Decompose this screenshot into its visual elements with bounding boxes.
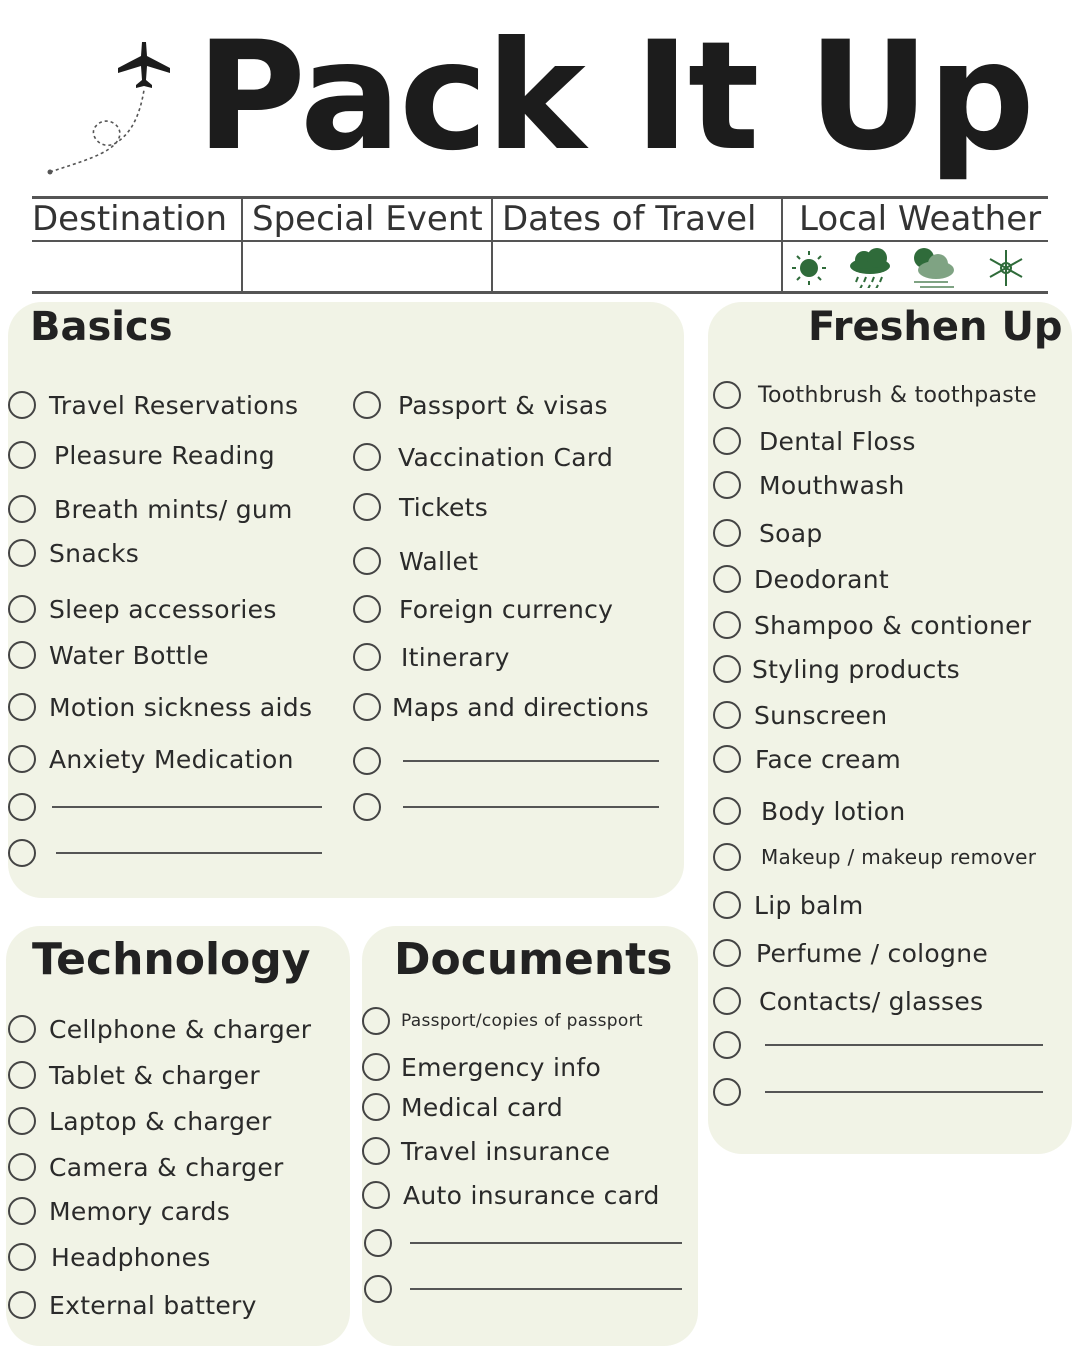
blank-line[interactable] bbox=[765, 1091, 1043, 1093]
checkbox[interactable] bbox=[713, 1031, 741, 1059]
checkbox[interactable] bbox=[713, 939, 741, 967]
checklist-item[interactable]: Tickets bbox=[353, 490, 488, 524]
checkbox[interactable] bbox=[8, 495, 36, 523]
checklist-item[interactable]: External battery bbox=[8, 1288, 257, 1322]
checkbox[interactable] bbox=[713, 745, 741, 773]
blank-item[interactable] bbox=[364, 1272, 682, 1306]
page-title: Pack It Up bbox=[196, 10, 1033, 184]
checkbox[interactable] bbox=[8, 441, 36, 469]
checkbox[interactable] bbox=[8, 793, 36, 821]
checklist-item[interactable]: Snacks bbox=[8, 536, 139, 570]
checklist-item[interactable]: Tablet & charger bbox=[8, 1058, 260, 1092]
checklist-item[interactable]: Shampoo & contioner bbox=[713, 608, 1031, 642]
checklist-item[interactable]: Sunscreen bbox=[713, 698, 887, 732]
checkbox[interactable] bbox=[353, 547, 381, 575]
checklist-item[interactable]: Body lotion bbox=[713, 794, 906, 828]
checkbox[interactable] bbox=[713, 843, 741, 871]
checkbox[interactable] bbox=[353, 693, 381, 721]
checklist-item[interactable]: Perfume / cologne bbox=[713, 936, 988, 970]
snowflake-icon bbox=[990, 250, 1022, 286]
checklist-item[interactable]: Anxiety Medication bbox=[8, 742, 294, 776]
checklist-item[interactable]: Sleep accessories bbox=[8, 592, 277, 626]
blank-item[interactable] bbox=[353, 790, 659, 824]
blank-line[interactable] bbox=[52, 806, 322, 808]
checklist-item[interactable]: Water Bottle bbox=[8, 638, 209, 672]
cloudy-wind-icon bbox=[914, 248, 954, 287]
checkbox[interactable] bbox=[362, 1181, 390, 1209]
checkbox[interactable] bbox=[8, 1015, 36, 1043]
checkbox[interactable] bbox=[713, 655, 741, 683]
local-weather-label: Local Weather bbox=[799, 199, 1042, 239]
checkbox[interactable] bbox=[364, 1275, 392, 1303]
checklist-item[interactable]: Motion sickness aids bbox=[8, 690, 312, 724]
blank-item[interactable] bbox=[364, 1226, 682, 1260]
checkbox[interactable] bbox=[713, 565, 741, 593]
checklist-item[interactable]: Travel insurance bbox=[362, 1134, 610, 1168]
checklist-item[interactable]: Headphones bbox=[8, 1240, 211, 1274]
checklist-item[interactable]: Travel Reservations bbox=[8, 388, 298, 422]
checklist-item[interactable]: Deodorant bbox=[713, 562, 889, 596]
checklist-item[interactable]: Vaccination Card bbox=[353, 440, 613, 474]
checkbox[interactable] bbox=[8, 1291, 36, 1319]
checklist-item[interactable]: Laptop & charger bbox=[8, 1104, 272, 1138]
checklist-item[interactable]: Face cream bbox=[713, 742, 901, 776]
checklist-item[interactable]: Passport & visas bbox=[353, 388, 608, 422]
checklist-item[interactable]: Mouthwash bbox=[713, 468, 905, 502]
checklist-item[interactable]: Medical card bbox=[362, 1090, 563, 1124]
sun-icon bbox=[792, 251, 826, 285]
checkbox[interactable] bbox=[713, 611, 741, 639]
checklist-item[interactable]: Cellphone & charger bbox=[8, 1012, 311, 1046]
checklist-item[interactable]: Soap bbox=[713, 516, 823, 550]
rain-cloud-icon bbox=[850, 248, 890, 288]
destination-label: Destination bbox=[32, 199, 228, 239]
checkbox[interactable] bbox=[8, 1107, 36, 1135]
checkbox[interactable] bbox=[362, 1007, 390, 1035]
blank-line[interactable] bbox=[403, 806, 659, 808]
checklist-item[interactable]: Styling products bbox=[713, 652, 960, 686]
checklist-item[interactable]: Toothbrush & toothpaste bbox=[713, 378, 1037, 412]
checklist-item[interactable]: Breath mints/ gum bbox=[8, 492, 293, 526]
blank-item[interactable] bbox=[8, 836, 322, 870]
checklist-item[interactable]: Makeup / makeup remover bbox=[713, 840, 1036, 874]
checkbox[interactable] bbox=[8, 1153, 36, 1181]
blank-item[interactable] bbox=[713, 1028, 1043, 1062]
blank-line[interactable] bbox=[403, 760, 659, 762]
checkbox[interactable] bbox=[362, 1053, 390, 1081]
checklist-item[interactable]: Wallet bbox=[353, 544, 478, 578]
basics-heading: Basics bbox=[30, 304, 173, 350]
checklist-item[interactable]: Maps and directions bbox=[353, 690, 649, 724]
blank-item[interactable] bbox=[353, 744, 659, 778]
checkbox[interactable] bbox=[353, 595, 381, 623]
checklist-item[interactable]: Dental Floss bbox=[713, 424, 916, 458]
checkbox[interactable] bbox=[8, 1061, 36, 1089]
checklist-item[interactable]: Foreign currency bbox=[353, 592, 613, 626]
checkbox[interactable] bbox=[364, 1229, 392, 1257]
checkbox[interactable] bbox=[713, 519, 741, 547]
checkbox[interactable] bbox=[8, 1197, 36, 1225]
checklist-item[interactable]: Passport/copies of passport bbox=[362, 1004, 643, 1038]
checkbox[interactable] bbox=[353, 443, 381, 471]
checkbox[interactable] bbox=[353, 747, 381, 775]
blank-line[interactable] bbox=[56, 852, 322, 854]
checklist-item[interactable]: Camera & charger bbox=[8, 1150, 284, 1184]
checkbox[interactable] bbox=[362, 1093, 390, 1121]
checkbox[interactable] bbox=[8, 641, 36, 669]
checkbox[interactable] bbox=[8, 693, 36, 721]
weather-icons bbox=[784, 248, 1046, 288]
checkbox[interactable] bbox=[713, 891, 741, 919]
checkbox[interactable] bbox=[713, 987, 741, 1015]
checkbox[interactable] bbox=[713, 701, 741, 729]
checkbox[interactable] bbox=[8, 1243, 36, 1271]
checkbox[interactable] bbox=[8, 839, 36, 867]
checkbox[interactable] bbox=[353, 391, 381, 419]
checkbox[interactable] bbox=[362, 1137, 390, 1165]
dates-of-travel-label: Dates of Travel bbox=[502, 199, 757, 239]
checkbox[interactable] bbox=[8, 745, 36, 773]
special-event-label: Special Event bbox=[252, 199, 483, 239]
checkbox[interactable] bbox=[713, 381, 741, 409]
blank-item[interactable] bbox=[713, 1075, 1043, 1109]
blank-line[interactable] bbox=[410, 1288, 682, 1290]
checkbox[interactable] bbox=[353, 643, 381, 671]
trip-info-table bbox=[32, 196, 1048, 294]
checklist-item[interactable]: Auto insurance card bbox=[362, 1178, 660, 1212]
blank-line[interactable] bbox=[765, 1044, 1043, 1046]
freshen-up-heading: Freshen Up bbox=[808, 304, 1063, 350]
checkbox[interactable] bbox=[713, 1078, 741, 1106]
checklist-item[interactable]: Emergency info bbox=[362, 1050, 601, 1084]
documents-heading: Documents bbox=[394, 934, 673, 985]
technology-heading: Technology bbox=[32, 934, 311, 985]
checklist-item[interactable]: Contacts/ glasses bbox=[713, 984, 983, 1018]
checkbox[interactable] bbox=[8, 391, 36, 419]
checklist-item[interactable]: Itinerary bbox=[353, 640, 510, 674]
checkbox[interactable] bbox=[713, 471, 741, 499]
checkbox[interactable] bbox=[8, 595, 36, 623]
checkbox[interactable] bbox=[713, 797, 741, 825]
checkbox[interactable] bbox=[353, 793, 381, 821]
airplane-icon bbox=[40, 34, 180, 184]
checkbox[interactable] bbox=[353, 493, 381, 521]
blank-item[interactable] bbox=[8, 790, 322, 824]
checklist-item[interactable]: Pleasure Reading bbox=[8, 438, 275, 472]
checkbox[interactable] bbox=[8, 539, 36, 567]
checklist-item[interactable]: Memory cards bbox=[8, 1194, 230, 1228]
blank-line[interactable] bbox=[410, 1242, 682, 1244]
checkbox[interactable] bbox=[713, 427, 741, 455]
checklist-item[interactable]: Lip balm bbox=[713, 888, 864, 922]
